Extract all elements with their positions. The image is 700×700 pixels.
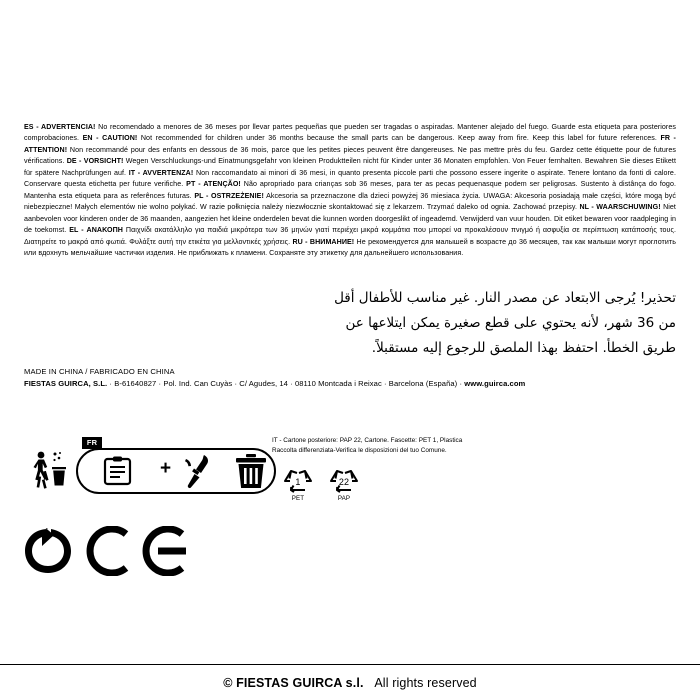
- company-address-line: [24, 379, 525, 388]
- italian-packaging-note: [272, 436, 512, 456]
- company-name: FIESTAS GUIRCA, S.L.: [24, 379, 108, 388]
- material-code-label: PET: [291, 495, 305, 502]
- ce-mark-icon: [86, 526, 196, 576]
- country-of-origin: MADE IN CHINA / FABRICADO EN CHINA: [24, 367, 175, 376]
- italian-note-line-2: Raccolta differenziata-Verifica le disposizioni del tuo Comune.: [272, 446, 447, 454]
- material-code-pap: [322, 466, 366, 502]
- arabic-warning-line-1: تحذير! يُرجى الابتعاد عن مصدر النار. غير مناسب للأطفال أقل: [334, 290, 676, 306]
- arabic-warning-line-3: طريق الخطأ. احتفظ بهذا الملصق للرجوع إليه مستقبلاً.: [371, 339, 676, 356]
- makeup-brush-icon: [182, 453, 216, 489]
- footer-rights: All rights reserved: [374, 676, 477, 690]
- footer-brand: © FIESTAS GUIRCA s.l.: [223, 676, 364, 690]
- recycling-triangle-icon: [283, 466, 313, 494]
- italian-note-line-1: IT - Cartone posteriore: PAP 22, Cartone. Fascette: PET 1, Plastica: [272, 437, 463, 444]
- arabic-warning-block: [176, 286, 676, 361]
- conformity-marks-group: [24, 528, 204, 576]
- material-code-number: 22: [338, 477, 350, 487]
- waste-bin-icon: [232, 452, 270, 490]
- fr-language-tag: FR: [82, 437, 102, 449]
- moebius-loop-recycling-icon: [24, 528, 72, 574]
- plus-icon: +: [160, 458, 172, 479]
- disposal-instruction-graphic: [24, 437, 314, 499]
- material-code-group: [276, 466, 406, 512]
- material-code-label: PAP: [337, 495, 351, 502]
- company-details: · B-61640827 · Pol. Ind. Can Cuyàs · C/ Agudes, 14 · 08110 Montcada i Reixac · Barcelona (España) ·: [107, 379, 465, 388]
- footer-divider: [0, 664, 700, 665]
- multilingual-warning-text: ES - ADVERTENCIA! No recomendado a menores de 36 meses por llevar partes pequeñas que pueden ser tragadas o aspiradas. Mantener alejado del fuego. Guarde esta etiqueta para posteriores comprobaciones. EN - CAUTION! Not recommended for children under 36 months because the small parts can be dangerous. Keep away from fire. Keep this label for future references. FR - ATTENTION! Non recommandé pour des enfants en dessous de 36 mois, parce que les petites pieces peuvent être dangereuses. Ne pas mettre près du feu. Gardez cette étiquette pour de futures vérifications. DE - VORSICHT! Wegen Verschluckungs-und Einatmungsgefahr von kleinen Produktteilen nicht für Kinder unter 36 Monaten empfohlen. Von Feuer fernhalten. Bewahren Sie dieses Etikett für spätere Nachprüfungen auf. IT - AVVERTENZA! Non raccomandato ai minori di 36 mesi, in quanto presenta piccole parti che possono essere ingerite o aspirate. Tenere lontano da fonti di calore. Conservare questa etichetta per future verifiche. PT - ATENÇÃO! Não apropriado para crianças sob 36 meses, para ter as pecas pequenasque podem ser peligrosas. Sustento à distânça do fogo. Mantenha esta etiqueta para as referênces futuras. PL - OSTRZEŻENIE! Akcesoria sa przeznaczone dla dzieci powyżej 36 miesiaca życia. UWAGA: Akcesoria posiadają małe części, które mogą być niebezpieczne! Małych elementów nie wolno połykać. W razie połknięcia należy niezwłocznie skontaktować się z lekarzem. Trzymać daleko od ognia. Zachować przepisy. NL - WAARSCHUWING! Niet aanbevolen voor kinderen onder de 36 maanden, aangezien het kleine onderdelen bevat die kunnen worden doorgeslikt of ingeademd. Verwijderd van vuur houden. Dit etiket bewaren voor raadpleging in de toekomst. EL - ΑΝΑΚΟΠΗ Παιχνίδι ακατάλληλο για παιδιά μικρότερα των 36 μηνών γιατί περιέχει μικρά κομμάτια που μπορεί να προκαλέσουν πνιγμό ή ασφυξία σε περίπτωση κατάποσής τους. Διατηρείτε το μακρά από φωτιά. Φυλάξτε αυτή την ετικέτα για μελλοντικές χρήσεις. RU - ВНИМАНИЕ! Не рекомендуется для малышей в возрасте до 36 месяцев, так как малыши могут проглотить или вдохнуть мельчайшие частички изделия. Не приближать к пламени. Сохраняте эту этикетку для дальнейшего использования.: [24, 123, 677, 258]
- footer-copyright: [0, 676, 700, 690]
- material-code-pet: [276, 466, 320, 502]
- arabic-warning-line-2: من 36 شهر، لأنه يحتوي على قطع صغيرة يمكن ايتلاعها عن: [345, 314, 676, 331]
- company-website: www.guirca.com: [464, 379, 526, 388]
- material-code-number: 1: [295, 477, 301, 487]
- recycling-triangle-icon: [329, 466, 359, 494]
- person-throwing-litter-icon: [24, 449, 70, 493]
- paper-sheet-icon: [102, 455, 136, 487]
